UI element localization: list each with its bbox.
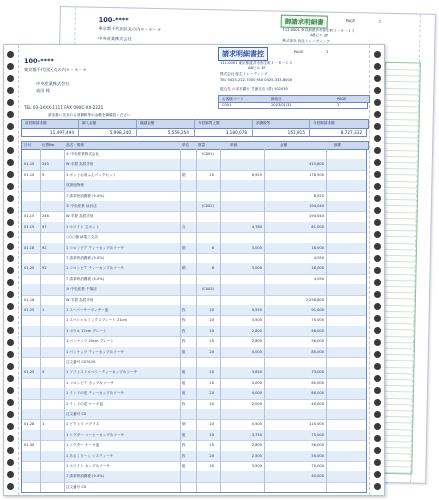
- table-cell: 1 スペシャルミックスプレート 21cm: [66, 318, 128, 323]
- table-cell: 2,800: [251, 339, 262, 344]
- table-cell: 1 インドの花 ケーキ皿: [66, 401, 103, 406]
- table-cell: 4,000: [251, 349, 262, 354]
- summary-header: 今回御請求額: [313, 121, 335, 125]
- table-cell: 1 パンナッツ 20cm プレート: [66, 339, 114, 344]
- table-cell: 2,800: [251, 443, 262, 448]
- tractor-hole: [374, 51, 381, 58]
- table-cell: 1 ホワイト 立ポット: [66, 224, 100, 229]
- table-cell: 1 ホワイト カップ＆ソーサ: [66, 464, 110, 468]
- table-cell: 6: [211, 245, 214, 250]
- tractor-hole: [7, 207, 14, 214]
- table-cell: 5,500: [251, 422, 262, 427]
- table-cell: 組: [182, 464, 186, 468]
- tractor-hole: [7, 183, 14, 190]
- table-cell: 70,000: [311, 318, 324, 323]
- table-cell: 18,000: [311, 245, 324, 250]
- tractor-hole: [374, 111, 381, 118]
- col-date: 日付: [24, 143, 32, 147]
- table-cell: 1 ソフトストロベリーティーカップ＆ソーサ: [66, 370, 138, 375]
- tractor-hole: [374, 471, 381, 478]
- table-cell: 20: [209, 339, 214, 344]
- table-cell: 1 コロンビア ティーカップ＆ソーサ: [66, 245, 125, 250]
- table-cell: 組: [182, 432, 186, 437]
- front-company: 中央産業株式会社: [36, 81, 70, 86]
- tractor-hole: [374, 207, 381, 214]
- table-cell: W 手提 為替手形: [66, 214, 94, 219]
- tractor-hole: [7, 351, 14, 358]
- table-cell: 01.20: [24, 266, 35, 271]
- table-cell: 収扱他物使: [66, 183, 84, 188]
- col-price: 単価: [230, 143, 238, 147]
- table-cell: 2,000: [251, 401, 262, 406]
- tractor-hole: [7, 75, 14, 82]
- tractor-hole: [374, 315, 381, 322]
- summary-divider: [309, 119, 310, 137]
- col-note: 摘要: [334, 143, 342, 147]
- front-customer-code: 100-****: [24, 57, 54, 65]
- table-cell: 1: [42, 422, 45, 427]
- table-cell: 8,925: [251, 172, 262, 177]
- column-divider: [64, 149, 65, 492]
- table-cell: 3,750: [251, 432, 262, 437]
- table-cell: 56,000: [311, 339, 324, 344]
- summary-header: 御入金額: [82, 121, 97, 125]
- table-cell: 97: [42, 224, 47, 229]
- table-cell: 40,000: [311, 474, 324, 479]
- summary-divider: [252, 119, 253, 137]
- tractor-hole: [374, 279, 381, 286]
- column-divider: [196, 149, 197, 492]
- tractor-hole: [374, 423, 381, 430]
- tractor-hole: [7, 471, 14, 478]
- col-slip: 伝票No: [42, 143, 55, 147]
- column-divider: [180, 149, 181, 492]
- tractor-hole: [374, 75, 381, 82]
- table-cell: 1 パンナッツ ティーカップ＆ソーサ: [66, 349, 125, 354]
- tractor-hole: [374, 243, 381, 250]
- table-cell: 8,925: [313, 193, 324, 198]
- summary-header: 消費税等: [256, 121, 271, 125]
- table-cell: 注文番号 C0312S: [66, 360, 96, 364]
- meta-value-page: 1: [337, 103, 340, 107]
- table-cell: 6: [211, 266, 214, 271]
- meta-header-code: お客様コード: [222, 97, 244, 101]
- table-cell: 7 請求時消費税 (5.0%): [66, 474, 105, 479]
- table-cell: 組: [182, 349, 186, 354]
- table-cell: 枚: [182, 308, 186, 312]
- table-cell: 枚: [182, 339, 186, 344]
- tractor-hole: [7, 51, 14, 58]
- table-cell: 1 トラター ケーキ皿: [66, 443, 100, 448]
- table-cell: 20: [209, 443, 214, 448]
- table-cell: (C001): [201, 152, 214, 156]
- table-cell: ① 中央産業株式会社: [66, 152, 100, 156]
- col-qty: 数量: [198, 143, 206, 147]
- tractor-hole: [374, 363, 381, 370]
- tractor-hole: [7, 375, 14, 382]
- table-cell: 枚: [182, 453, 186, 458]
- table-cell: (C003): [201, 287, 214, 292]
- table-cell: 合: [182, 224, 186, 229]
- table-cell: 注文番号 C0: [66, 412, 87, 416]
- tractor-hole: [374, 483, 381, 490]
- back-customer-code: 100-****: [98, 15, 129, 25]
- table-cell: 箱: [182, 266, 186, 271]
- table-cell: 4,780: [251, 224, 262, 229]
- column-divider: [40, 149, 41, 492]
- table-cell: 20: [209, 308, 214, 312]
- tractor-hole: [7, 303, 14, 310]
- front-address: 東京都千代田区丸の内＊－＊－＊: [24, 67, 87, 72]
- table-cell: 20: [209, 401, 214, 406]
- table-cell: 194,040: [309, 204, 324, 208]
- table-cell: 80,000: [311, 349, 324, 354]
- tractor-hole: [7, 267, 14, 274]
- tractor-hole: [7, 231, 14, 238]
- table-cell: 73,000: [311, 370, 324, 375]
- table-cell: 20: [209, 370, 214, 375]
- tractor-hole: [374, 411, 381, 418]
- table-cell: 70,000: [311, 464, 324, 468]
- table-cell: 20: [209, 391, 214, 396]
- table-cell: 4,050: [313, 256, 324, 260]
- tractor-hole: [7, 63, 14, 70]
- table-cell: 60,000: [311, 380, 324, 385]
- table-cell: 4: [42, 370, 45, 375]
- table-cell: 1 スーパーサーヴィヂー皿: [66, 308, 109, 312]
- tractor-hole: [7, 327, 14, 334]
- summary-value: 5,559,254: [167, 130, 189, 135]
- meta-value-cutoff: 2003/01/31: [271, 103, 292, 107]
- tractor-hole: [7, 279, 14, 286]
- table-cell: 01.10: [24, 172, 35, 177]
- tractor-hole: [7, 195, 14, 202]
- table-cell: 20: [209, 380, 214, 385]
- tractor-hole: [7, 435, 14, 442]
- summary-divider: [78, 119, 79, 137]
- summary-value: 11,497,494: [50, 130, 74, 135]
- table-cell: 3,000: [251, 245, 262, 250]
- table-row: [22, 482, 366, 493]
- table-cell: 1 コロンビア カップ＆ソーサ: [66, 380, 114, 385]
- tractor-hole: [374, 123, 381, 130]
- table-cell: 56,000: [311, 328, 324, 333]
- table-cell: 1 ビクトリ パグラス: [66, 422, 100, 427]
- col-amount: 金額: [280, 143, 288, 147]
- tractor-hole: [7, 87, 14, 94]
- tractor-hole: [374, 231, 381, 238]
- table-cell: 01.25: [24, 370, 35, 375]
- tractor-hole: [374, 171, 381, 178]
- table-cell: 箱: [182, 245, 186, 250]
- table-cell: 2,800: [251, 328, 262, 333]
- tractor-hole: [7, 243, 14, 250]
- meta-value-code: C001: [222, 103, 232, 107]
- table-cell: 注文番号 C0: [66, 484, 87, 489]
- table-cell: 91,000: [311, 308, 324, 312]
- table-cell: 7 請求時消費税 (5.0%): [66, 276, 105, 281]
- table-cell: 178,500: [309, 172, 324, 177]
- tractor-hole: [7, 483, 14, 490]
- table-cell: 01.15: [24, 214, 35, 219]
- tractor-hole: [374, 99, 381, 106]
- tractor-hole: [374, 267, 381, 274]
- tractor-hole: [7, 459, 14, 466]
- table-cell: 3,500: [251, 318, 262, 323]
- table-cell: 18,000: [311, 266, 324, 271]
- tractor-hole: [374, 339, 381, 346]
- front-issuer-address1: 111-0001 東京都渡井市弥生町１－８－１５: [220, 61, 293, 65]
- col-item: 品名・規格: [66, 143, 84, 147]
- tractor-hole: [7, 159, 14, 166]
- table-cell: 81,000: [311, 224, 324, 229]
- tractor-hole: [7, 315, 14, 322]
- tractor-hole: [7, 411, 14, 418]
- tractor-hole: [374, 219, 381, 226]
- table-cell: (C002): [201, 204, 214, 208]
- table-cell: 20: [209, 172, 214, 177]
- tractor-hole: [374, 147, 381, 154]
- tractor-hole: [374, 303, 381, 310]
- summary-header: 今回御買上額: [198, 121, 220, 125]
- table-cell: 20: [209, 318, 214, 323]
- meta-value-row: [218, 102, 368, 109]
- tractor-hole: [374, 459, 381, 466]
- tractor-hole: [7, 447, 14, 454]
- table-cell: 1: [42, 308, 45, 312]
- back-page-no: 1: [378, 19, 382, 24]
- tractor-hole: [374, 435, 381, 442]
- table-cell: 1 ポットお茶ふんパックセット: [66, 172, 117, 177]
- table-cell: W 手提 為替手形: [66, 162, 94, 167]
- table-cell: ○○○様 JA電工文店: [66, 235, 98, 240]
- table-cell: 枚: [182, 318, 186, 323]
- summary-header: 前回御請求額: [25, 121, 47, 125]
- front-invoice-sheet: [3, 44, 385, 496]
- back-issuer-address2: ABビル 3F: [310, 33, 329, 38]
- table-cell: 1 あるくりーン システィーチ: [66, 453, 114, 458]
- table-cell: 01.25: [24, 308, 35, 312]
- front-tel-fax: TEL 03-3XXX-1111 FAX 090C-XX-2221: [24, 105, 104, 110]
- front-bank-info: 振込先 六本木銀行 芝浦支店 (普) 102030: [220, 87, 288, 91]
- column-divider: [220, 149, 221, 492]
- table-cell: 20: [209, 464, 214, 468]
- table-cell: 組: [182, 370, 186, 375]
- front-person: 真田 様: [36, 88, 50, 93]
- table-cell: 1 トラター コーヒーカップ＆ソーサ: [66, 432, 125, 437]
- table-cell: 415,800: [309, 162, 324, 167]
- table-cell: 個: [182, 422, 186, 427]
- front-issuer-address2: ABビル 3F: [248, 66, 266, 70]
- summary-value: 151,815: [287, 130, 305, 135]
- table-cell: 7 請求時消費税 (5.0%): [66, 256, 105, 260]
- tractor-hole: [374, 351, 381, 358]
- table-cell: W 手提 為替手形: [66, 297, 94, 302]
- tractor-hole: [374, 375, 381, 382]
- table-cell: ② 中央産業 仙台店: [66, 204, 97, 208]
- column-divider: [326, 149, 327, 492]
- table-cell: 01.16: [24, 297, 35, 302]
- back-address: 東京都千代田区丸の内＊－＊－＊: [98, 25, 162, 33]
- meta-header-page: PAGE: [337, 97, 347, 101]
- summary-divider: [194, 119, 195, 137]
- table-cell: 2,258,800: [305, 297, 324, 302]
- front-page-label: PAGE: [294, 50, 304, 54]
- table-cell: 80,000: [311, 391, 324, 396]
- table-cell: 3,000: [251, 266, 262, 271]
- table-cell: 枚: [182, 443, 186, 448]
- tractor-hole: [7, 171, 14, 178]
- table-cell: 20: [209, 453, 214, 458]
- table-cell: 1 インドの花 ティーカップ＆ソーサ: [66, 391, 125, 396]
- tractor-hole: [7, 255, 14, 262]
- table-cell: 20: [209, 422, 214, 427]
- tractor-hole: [7, 99, 14, 106]
- table-cell: 92: [42, 245, 47, 250]
- tractor-hole: [7, 423, 14, 430]
- table-cell: 3,650: [251, 370, 262, 375]
- tractor-hole: [374, 159, 381, 166]
- table-cell: 組: [182, 380, 186, 385]
- tractor-hole: [7, 111, 14, 118]
- tractor-hole: [7, 219, 14, 226]
- tractor-hole: [7, 339, 14, 346]
- table-cell: 4,000: [251, 391, 262, 396]
- table-cell: 4,550: [251, 308, 262, 312]
- tractor-hole: [7, 291, 14, 298]
- table-cell: 92: [42, 266, 47, 271]
- table-cell: 1 コロンビア ティーカップ＆ソーサ: [66, 266, 125, 271]
- summary-value: 8,727,332: [340, 130, 362, 135]
- front-issuer-tel: TEL 0425-222-7000 FAX 0425-333-8000: [220, 78, 293, 82]
- table-cell: 01.28: [24, 422, 35, 427]
- tractor-hole: [374, 387, 381, 394]
- table-cell: 50,000: [311, 453, 324, 458]
- table-cell: 20: [209, 328, 214, 333]
- tractor-hole: [374, 255, 381, 262]
- back-title: 御請求明細書: [281, 15, 328, 29]
- table-cell: 01.10: [24, 162, 35, 167]
- table-cell: 3,500: [251, 464, 262, 468]
- column-divider: [264, 149, 265, 492]
- tractor-hole: [7, 123, 14, 130]
- table-cell: 4,050: [313, 276, 324, 281]
- meta-header-cutoff: 締切日: [271, 97, 282, 101]
- tractor-hole: [374, 327, 381, 334]
- tractor-hole: [374, 63, 381, 70]
- summary-header: 繰越金額: [140, 121, 155, 125]
- back-company: 中央産業株式会社: [98, 35, 132, 42]
- table-cell: 20: [209, 432, 214, 437]
- notice-text: 請求書に含まれる消費税等の金額を御確認ください: [48, 113, 131, 117]
- table-cell: 01.30: [24, 443, 35, 448]
- table-cell: 40,000: [311, 401, 324, 406]
- tractor-hole: [374, 447, 381, 454]
- table-cell: 20: [209, 349, 214, 354]
- table-cell: 1 ボウル 17cm プレート: [66, 328, 107, 333]
- table-cell: 01.15: [24, 224, 35, 229]
- table-cell: 枚: [182, 401, 186, 406]
- table-cell: 194,040: [309, 214, 324, 219]
- table-cell: 2,500: [251, 453, 262, 458]
- table-cell: 枚: [182, 328, 186, 333]
- table-cell: 246: [42, 214, 49, 219]
- back-issuer-name: 株式会社 弥生トレーディング: [282, 38, 330, 44]
- detail-table-body: [21, 149, 367, 493]
- summary-divider: [136, 119, 137, 137]
- table-cell: 245: [42, 162, 49, 167]
- back-issuer-address1: 111-0001 東京都渡井市弥生町１－８－１５: [282, 27, 355, 34]
- col-unit: 単位: [182, 143, 190, 147]
- tractor-hole: [374, 399, 381, 406]
- tractor-hole: [7, 135, 14, 142]
- tractor-hole: [374, 291, 381, 298]
- tractor-hole: [7, 147, 14, 154]
- front-page-no: 1: [326, 50, 329, 54]
- front-issuer-name: 株式会社 弥生トレーディング: [220, 72, 268, 76]
- table-cell: 110,000: [309, 422, 324, 427]
- tractor-hole: [374, 135, 381, 142]
- tractor-hole: [7, 387, 14, 394]
- back-page-label: PAGE: [345, 18, 356, 24]
- table-cell: ③ 中央産業 千葉店: [66, 287, 97, 292]
- table-cell: 01.18: [24, 245, 35, 250]
- table-cell: 5: [42, 172, 45, 177]
- table-cell: 7 請求時消費税 (5.0%): [66, 193, 105, 198]
- tractor-hole: [7, 363, 14, 370]
- summary-value: 5,998,240: [109, 130, 131, 135]
- tractor-hole: [374, 195, 381, 202]
- tractor-hole: [374, 87, 381, 94]
- tractor-hole: [7, 399, 14, 406]
- table-cell: 75,000: [311, 432, 324, 437]
- tractor-hole: [374, 183, 381, 190]
- table-cell: 56,000: [311, 443, 324, 448]
- table-cell: 組: [182, 391, 186, 396]
- summary-value: 3,180,078: [225, 130, 247, 135]
- table-cell: 箱: [182, 172, 186, 177]
- table-cell: 3,000: [251, 380, 262, 385]
- front-title: 請求明細書控: [218, 47, 268, 61]
